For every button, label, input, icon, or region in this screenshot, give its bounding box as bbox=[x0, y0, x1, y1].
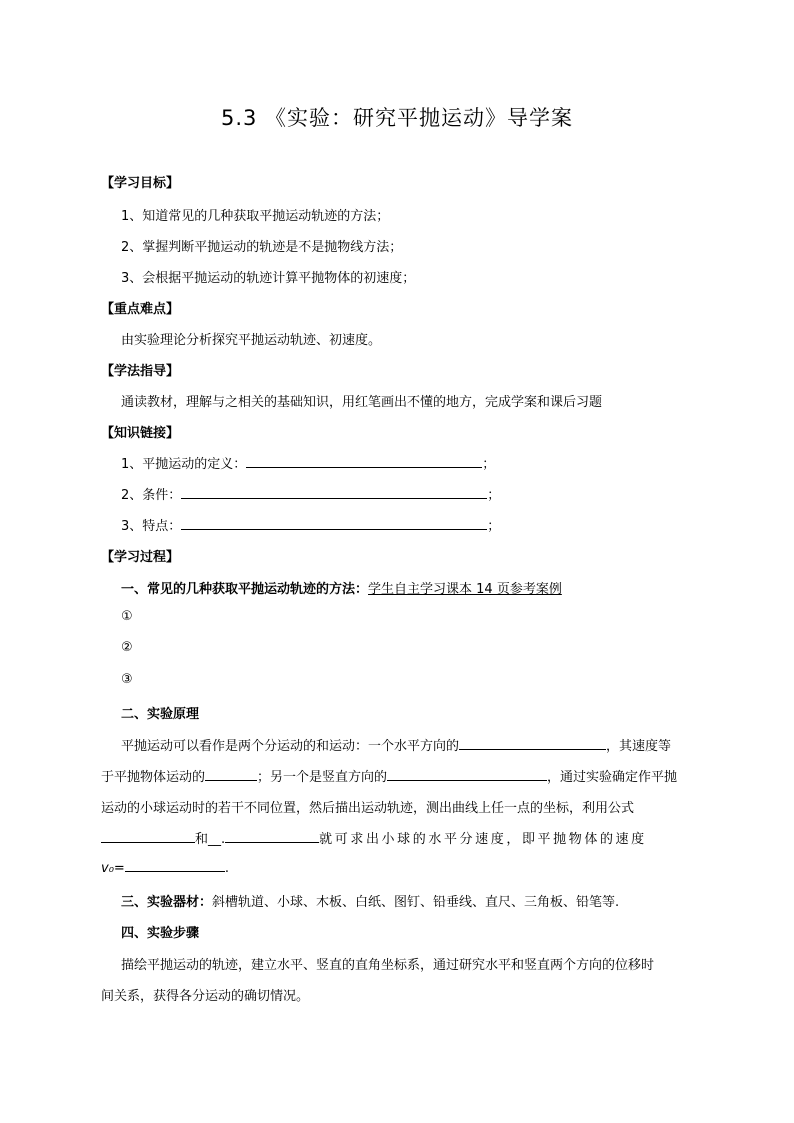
formula-blank-1[interactable] bbox=[101, 830, 195, 843]
method-marker: ② bbox=[121, 640, 133, 655]
definition-blank[interactable] bbox=[246, 455, 482, 468]
knowledge-link-heading: 【知识链接】 bbox=[101, 426, 180, 441]
key-points-text: 由实验理论分析探究平抛运动轨迹、初速度。 bbox=[121, 333, 382, 348]
knowledge-label: 3、特点： bbox=[121, 519, 182, 534]
item-end: ； bbox=[487, 488, 501, 503]
key-points-heading: 【重点难点】 bbox=[101, 302, 180, 317]
principle-text: 和 bbox=[195, 832, 209, 847]
study-method-heading: 【学法指导】 bbox=[101, 364, 180, 379]
formula-blank-2[interactable] bbox=[225, 830, 319, 843]
knowledge-label: 2、条件： bbox=[121, 488, 182, 503]
principle-text: 于平抛物体运动的 bbox=[101, 770, 206, 785]
section2-title: 二、实验原理 bbox=[121, 707, 200, 722]
principle-text: 平抛运动可以看作是两个分运动的和运动：一个水平方向的 bbox=[121, 739, 460, 754]
knowledge-item-feature bbox=[121, 515, 500, 534]
velocity-label: v₀= bbox=[101, 861, 125, 876]
section1-line bbox=[121, 578, 562, 597]
item-end: ； bbox=[487, 519, 501, 534]
equipment-list: 斜槽轨道、小球、木板、白纸、图钉、铅垂线、直尺、三角板、铅笔等. bbox=[212, 895, 620, 910]
knowledge-item-definition bbox=[121, 453, 495, 472]
section4-title: 四、实验步骤 bbox=[121, 926, 200, 941]
knowledge-item-condition bbox=[121, 484, 500, 503]
item-end: ； bbox=[482, 457, 496, 472]
section3-title: 三、实验器材： bbox=[121, 895, 213, 910]
principle-text: ，通过实验确定作平抛 bbox=[547, 770, 678, 785]
study-method-text: 通读教材，理解与之相关的基础知识，用红笔画出不懂的地方，完成学案和课后习题 bbox=[121, 395, 603, 410]
principle-line-5 bbox=[101, 859, 229, 876]
method-marker: ① bbox=[121, 609, 133, 624]
method-marker: ③ bbox=[121, 672, 133, 687]
steps-line-2: 间关系，获得各分运动的确切情况。 bbox=[101, 989, 310, 1004]
principle-text: . bbox=[224, 861, 229, 876]
textbook-reference: 学生自主学习课本 14 页参考案例 bbox=[368, 582, 562, 597]
section3-line bbox=[121, 891, 619, 910]
principle-text: ，其速度等 bbox=[606, 739, 672, 754]
principle-text: __. bbox=[208, 832, 226, 847]
feature-blank[interactable] bbox=[181, 517, 487, 530]
principle-line-1 bbox=[121, 735, 671, 754]
principle-line-2 bbox=[101, 766, 677, 785]
objectives-heading: 【学习目标】 bbox=[101, 176, 180, 191]
process-heading: 【学习过程】 bbox=[101, 550, 180, 565]
principle-text: 就可求出小球的水平分速度，即平抛物体的速度 bbox=[319, 832, 647, 847]
horizontal-motion-blank[interactable] bbox=[459, 737, 606, 750]
section1-title: 一、常见的几种获取平抛运动轨迹的方法： bbox=[121, 582, 369, 597]
vertical-motion-blank[interactable] bbox=[387, 768, 547, 781]
principle-text: ；另一个是竖直方向的 bbox=[257, 770, 388, 785]
velocity-blank[interactable] bbox=[125, 859, 225, 872]
principle-line-4 bbox=[101, 828, 647, 847]
objective-item: 2、掌握判断平抛运动的轨迹是不是抛物线方法； bbox=[121, 240, 403, 255]
principle-line-3: 运动的小球运动时的若干不同位置，然后描出运动轨迹，测出曲线上任一点的坐标，利用公式 bbox=[101, 801, 635, 816]
condition-blank[interactable] bbox=[181, 486, 487, 499]
document-title: 5.3 《实验：研究平抛运动》导学案 bbox=[220, 106, 574, 130]
object-speed-blank[interactable] bbox=[205, 768, 257, 781]
objective-item: 1、知道常见的几种获取平抛运动轨迹的方法； bbox=[121, 209, 390, 224]
steps-line-1: 描绘平抛运动的轨迹，建立水平、竖直的直角坐标系，通过研究水平和竖直两个方向的位移时 bbox=[121, 958, 655, 973]
knowledge-label: 1、平抛运动的定义： bbox=[121, 457, 247, 472]
objective-item: 3、会根据平抛运动的轨迹计算平抛物体的初速度； bbox=[121, 271, 416, 286]
